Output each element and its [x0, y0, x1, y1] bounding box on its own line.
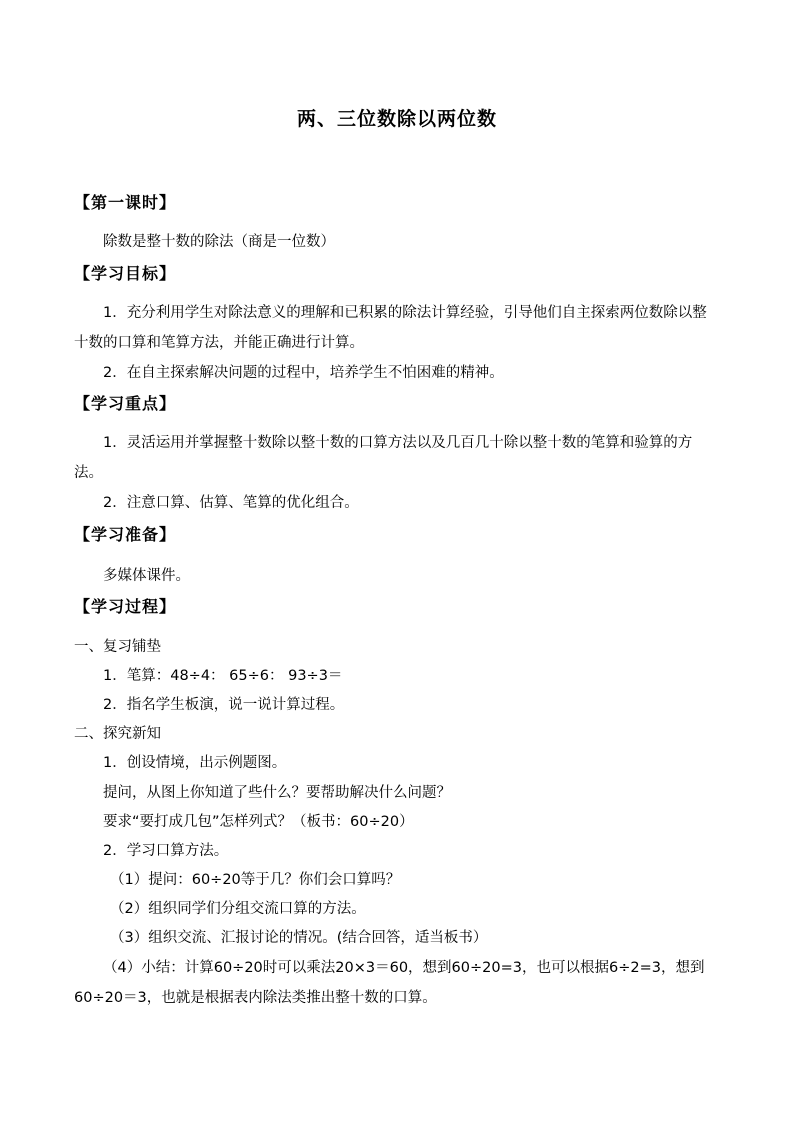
explore-item-2-2: （2）组织同学们分组交流口算的方法。	[110, 901, 366, 917]
lesson-subtitle: 除数是整十数的除法（商是一位数）	[103, 234, 335, 250]
page-title: 两、三位数除以两位数	[296, 108, 497, 130]
process-heading: 【学习过程】	[74, 597, 177, 616]
focus-heading: 【学习重点】	[74, 394, 177, 413]
prep-item-1: 多媒体课件。	[103, 568, 190, 584]
prep-heading: 【学习准备】	[74, 525, 177, 544]
explore-item-2-1: （1）提问：60÷20等于几？你们会口算吗？	[110, 872, 401, 888]
section-explore: 二、探究新知	[74, 726, 161, 742]
explore-item-1a: 提问，从图上你知道了些什么？要帮助解决什么问题？	[103, 785, 451, 801]
lesson-heading: 【第一课时】	[74, 193, 177, 212]
goal-item-1: 1．充分利用学生对除法意义的理解和已积累的除法计算经验，引导他们自主探索两位数除以整十数的口算和笔算方法，并能正确进行计算。	[74, 305, 707, 351]
explore-item-1b: 要求“要打成几包”怎样列式？（板书：60÷20）	[103, 814, 414, 830]
goals-heading: 【学习目标】	[74, 264, 177, 283]
goal-item-2: 2．在自主探索解决问题的过程中，培养学生不怕困难的精神。	[103, 365, 504, 381]
review-item-2: 2．指名学生板演，说一说计算过程。	[103, 697, 345, 713]
explore-item-1: 1．创设情境，出示例题图。	[103, 755, 287, 771]
explore-item-2-3: （3）组织交流、汇报讨论的情况。(结合回答，适当板书）	[110, 930, 488, 946]
focus-item-2: 2．注意口算、估算、笔算的优化组合。	[103, 495, 359, 511]
explore-item-2-4: （4）小结：计算60÷20时可以乘法20×3＝60，想到60÷20=3，也可以根据6÷2=3，想到60÷20＝3，也就是根据表内除法类推出整十数的口算。	[74, 960, 705, 1006]
focus-item-1: 1．灵活运用并掌握整十数除以整十数的口算方法以及几百几十除以整十数的笔算和验算的方法。	[74, 435, 693, 481]
review-item-1: 1．笔算：48÷4： 65÷6： 93÷3＝	[103, 668, 343, 684]
explore-item-2: 2．学习口算方法。	[103, 843, 229, 859]
section-review: 一、复习铺垫	[74, 639, 161, 655]
